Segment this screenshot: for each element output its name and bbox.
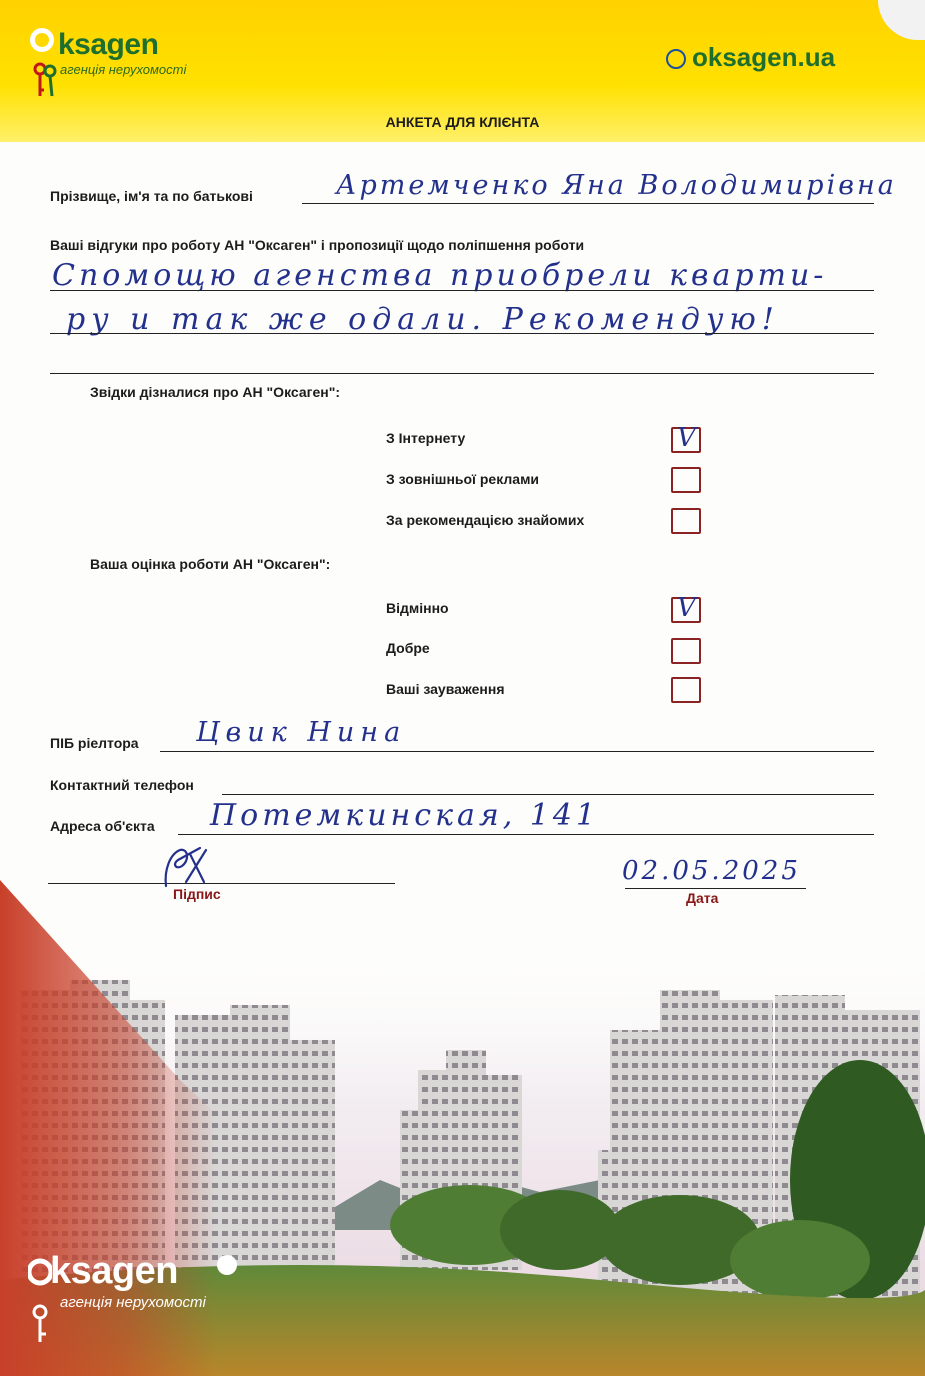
signature-label: Підпис — [173, 886, 221, 902]
source-option-internet-label: З Інтернету — [386, 430, 466, 446]
feedback-rule-2 — [50, 333, 874, 334]
footer-logo-dot-icon — [216, 1254, 238, 1276]
date-label: Дата — [686, 890, 719, 906]
footer-logo-keys-icon — [28, 1254, 52, 1350]
check-mark-icon: V — [677, 423, 696, 453]
rating-label: Ваша оцінка роботи АН "Оксаген": — [90, 556, 331, 572]
logo-o-icon — [30, 28, 54, 52]
logo — [26, 26, 206, 106]
feedback-line-2[interactable]: ру и так же одали. Рекомендую! — [66, 302, 780, 337]
rating-option-remarks-label: Ваші зауваження — [386, 681, 505, 697]
rating-option-remarks-checkbox[interactable] — [671, 677, 701, 703]
address-value[interactable]: Потемкинская, 141 — [210, 798, 600, 833]
address-label: Адреса об'єкта — [50, 818, 155, 834]
source-option-referral-label: За рекомендацією знайомих — [386, 512, 585, 528]
website-text: oksagen.ua — [692, 42, 836, 72]
name-line — [302, 203, 874, 204]
phone-label: Контактний телефон — [50, 777, 194, 793]
rating-option-excellent-checkbox[interactable] — [671, 593, 701, 623]
realtor-line — [160, 751, 874, 752]
name-label: Прізвище, ім'я та по батькові — [50, 188, 253, 204]
realtor-value[interactable]: Цвик Нина — [196, 717, 407, 748]
feedback-rule-3 — [50, 373, 874, 374]
source-option-internet-checkbox[interactable] — [671, 423, 701, 453]
source-label: Звідки дізналися про АН "Оксаген": — [90, 384, 341, 400]
feedback-rule-1 — [50, 290, 874, 291]
page-corner — [878, 0, 925, 40]
logo-tagline: агенція нерухомості — [60, 62, 187, 77]
website-link[interactable] — [668, 42, 835, 73]
feedback-line-1[interactable]: Спомощю агенства приобрели кварти- — [52, 258, 828, 293]
footer-logo-tagline: агенція нерухомості — [60, 1294, 206, 1311]
keys-icon — [32, 62, 58, 100]
footer-logo-word: ksagen — [50, 1250, 178, 1292]
date-value[interactable]: 02.05.2025 — [622, 856, 801, 886]
check-mark-icon: V — [677, 593, 696, 623]
rating-option-good-label: Добре — [386, 640, 430, 656]
rating-option-excellent-label: Відмінно — [386, 600, 449, 616]
source-option-outdoor-checkbox[interactable] — [671, 467, 701, 493]
name-value[interactable]: Артемченко Яна Володимирівна — [336, 170, 897, 201]
feedback-label: Ваші відгуки про роботу АН "Оксаген" і пропозиції щодо поліпшення роботи — [50, 237, 585, 253]
address-line — [178, 834, 874, 835]
source-option-outdoor-label: З зовнішньої реклами — [386, 471, 540, 487]
phone-line — [222, 794, 874, 795]
footer-logo — [28, 1250, 268, 1350]
form-title: АНКЕТА ДЛЯ КЛІЄНТА — [385, 114, 540, 130]
logo-word: ksagen — [58, 28, 159, 61]
source-option-referral-checkbox[interactable] — [671, 508, 701, 534]
rating-option-good-checkbox[interactable] — [671, 638, 701, 664]
realtor-label: ПІБ ріелтора — [50, 735, 139, 751]
